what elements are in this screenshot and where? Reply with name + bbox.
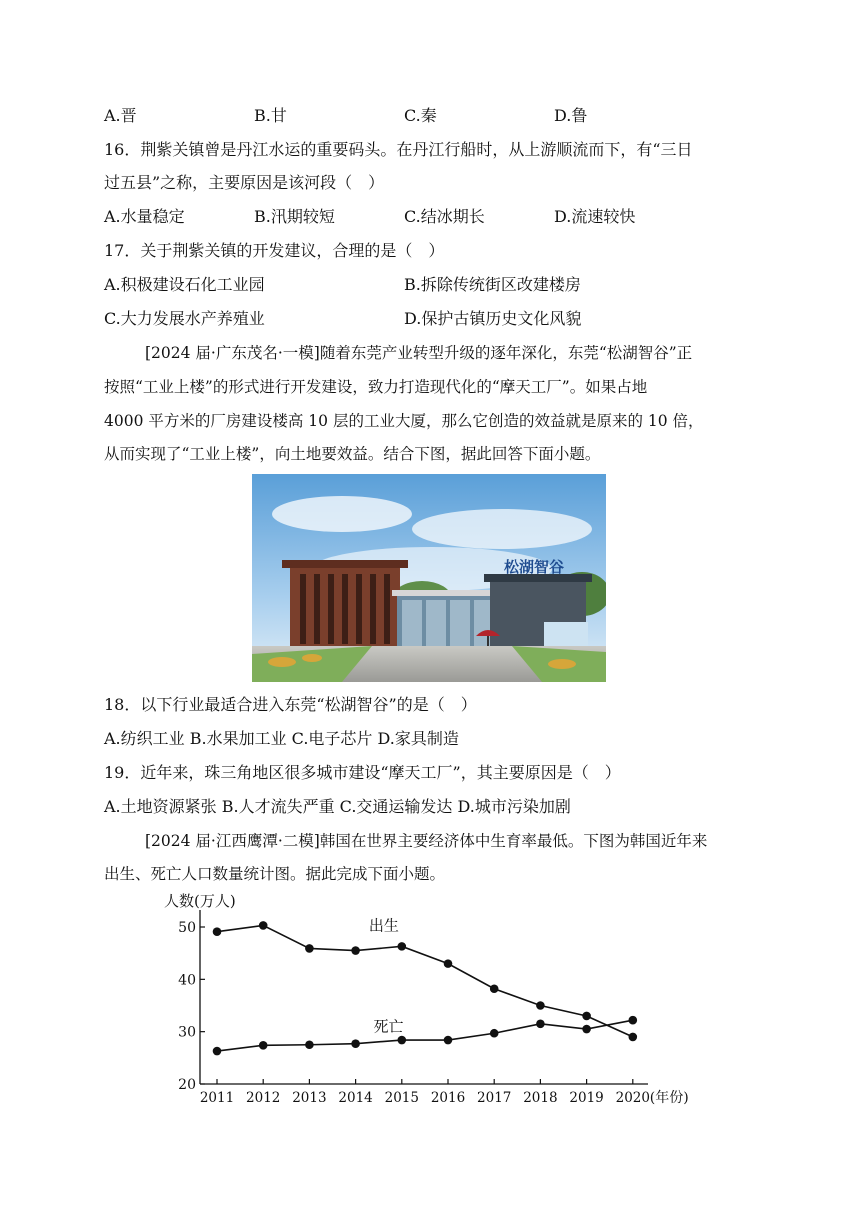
data-point: [351, 1039, 360, 1048]
q15-option-c: C.秦: [404, 106, 437, 125]
x-tick-label: 2020: [615, 1090, 650, 1105]
data-point: [582, 1025, 591, 1034]
data-point: [351, 946, 360, 955]
data-point: [629, 1033, 638, 1042]
photo-sign-text: 松湖智谷: [504, 558, 565, 576]
q19-options: A.土地资源紧张 B.人才流失严重 C.交通运输发达 D.城市污染加剧: [104, 797, 571, 816]
x-tick-label: 2012: [246, 1090, 281, 1105]
q17-option-b: B.拆除传统街区改建楼房: [404, 275, 581, 294]
passage1-line4: 从而实现了“工业上楼”，向土地要效益。结合下图，据此回答下面小题。: [104, 445, 601, 463]
q19-stem: 19．近年来，珠三角地区很多城市建设“摩天工厂”，其主要原因是（ ）: [104, 763, 621, 782]
x-tick-label: 2017: [477, 1090, 512, 1105]
data-point: [259, 1041, 268, 1050]
q16-option-d: D.流速较快: [554, 207, 636, 226]
x-axis-label: (年份): [649, 1090, 689, 1105]
x-tick-label: 2015: [384, 1090, 419, 1105]
q18-options: A.纺织工业 B.水果加工业 C.电子芯片 D.家具制造: [104, 729, 459, 748]
data-point: [536, 1020, 545, 1029]
series-label: 死亡: [373, 1017, 404, 1036]
x-tick-label: 2011: [199, 1090, 235, 1105]
y-axis-label: 人数(万人): [164, 892, 236, 910]
x-tick-label: 2018: [523, 1090, 558, 1105]
passage2-line1: [2024 届·江西鹰潭·二模]韩国在世界主要经济体中生育率最低。下图为韩国近年来: [145, 832, 708, 850]
korea-birth-death-chart: [160, 890, 700, 1105]
q15-option-a: A.晋: [104, 106, 137, 125]
q15-option-d: D.鲁: [554, 106, 588, 125]
chart-svg: [160, 890, 700, 1105]
data-point: [398, 942, 407, 951]
data-point: [305, 1040, 314, 1049]
q16-option-c: C.结冰期长: [404, 207, 485, 226]
songhu-zhigu-photo: [252, 474, 606, 682]
data-point: [444, 959, 453, 968]
y-tick-label: 40: [178, 972, 196, 989]
q15-option-b: B.甘: [254, 106, 287, 125]
q18-stem: 18．以下行业最适合进入东莞“松湖智谷”的是（ ）: [104, 695, 477, 714]
q17-option-a: A.积极建设石化工业园: [104, 275, 265, 294]
passage2-line2: 出生、死亡人口数量统计图。据此完成下面小题。: [104, 865, 446, 883]
x-tick-label: 2019: [569, 1090, 604, 1105]
data-point: [259, 921, 268, 930]
y-tick-label: 30: [178, 1024, 196, 1041]
q17-stem: 17．关于荆紫关镇的开发建议，合理的是（ ）: [104, 241, 445, 260]
data-point: [582, 1012, 591, 1021]
y-tick-label: 50: [178, 920, 196, 936]
data-point: [490, 984, 499, 993]
data-point: [444, 1036, 453, 1045]
q16-stem-line2: 过五县”之称，主要原因是该河段（ ）: [104, 173, 385, 192]
data-point: [213, 1047, 222, 1056]
data-point: [629, 1016, 638, 1025]
x-tick-label: 2016: [430, 1090, 466, 1105]
passage1-line1: [2024 届·广东茂名·一模]随着东莞产业转型升级的逐年深化，东莞“松湖智谷”正: [145, 344, 693, 362]
q17-option-c: C.大力发展水产养殖业: [104, 309, 265, 328]
data-point: [305, 944, 314, 953]
y-tick-label: 20: [178, 1077, 196, 1093]
q17-option-d: D.保护古镇历史文化风貌: [404, 309, 582, 328]
data-point: [490, 1029, 499, 1038]
q16-option-a: A.水量稳定: [104, 207, 185, 226]
q16-stem-line1: 16．荆紫关镇曾是丹江水运的重要码头。在丹江行船时，从上游顺流而下，有“三日: [104, 140, 693, 159]
passage1-line2: 按照“工业上楼”的形式进行开发建设，致力打造现代化的“摩天工厂”。如果占地: [104, 378, 648, 396]
q16-option-b: B.汛期较短: [254, 207, 335, 226]
series-line-death: [217, 1017, 633, 1051]
series-label: 出生: [368, 916, 399, 935]
passage1-line3: 4000 平方米的厂房建设楼高 10 层的工业大厦，那么它创造的效益就是原来的 10 倍，: [104, 412, 704, 430]
data-point: [398, 1036, 407, 1045]
x-tick-label: 2014: [338, 1090, 373, 1105]
series-line-birth: [217, 925, 633, 1036]
x-tick-label: 2013: [292, 1090, 327, 1105]
data-point: [213, 927, 222, 936]
data-point: [536, 1001, 545, 1010]
